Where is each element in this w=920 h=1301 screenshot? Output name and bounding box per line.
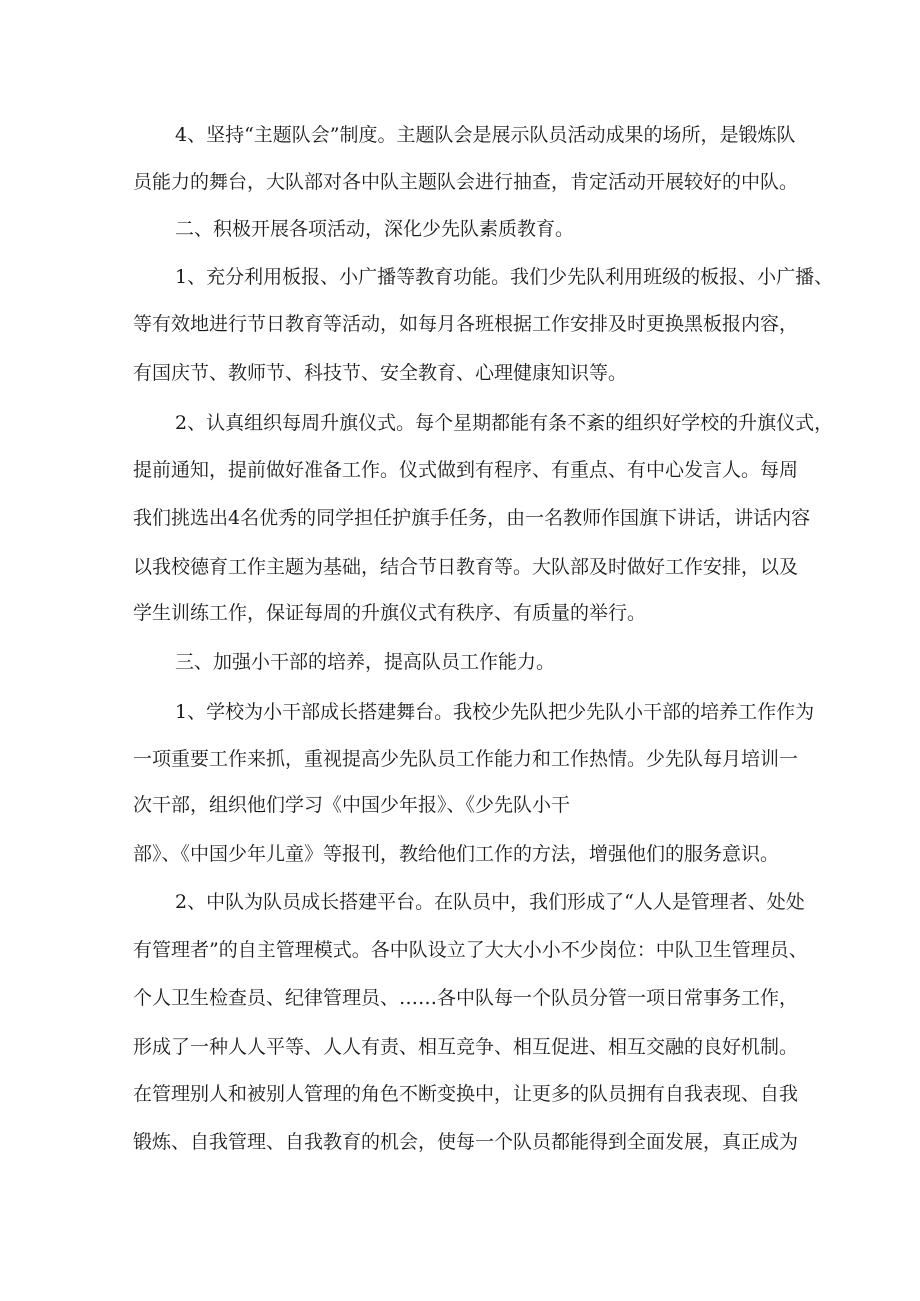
paragraph-line: 锻炼、自我管理、自我教育的机会，使每一个队员都能得到全面发展，真正成为 — [133, 1131, 799, 1153]
paragraph-line: 形成了一种人人平等、人人有责、相互竞争、相互促进、相互交融的良好机制。 — [133, 1036, 799, 1058]
paragraph-line: 以我校德育工作主题为基础，结合节日教育等。大队部及时做好工作安排，以及 — [133, 556, 799, 578]
paragraph-line: 有管理者”的自主管理模式。各中队设立了大大小小不少岗位：中队卫生管理员、 — [133, 939, 808, 961]
paragraph-line: 在管理别人和被别人管理的角色不断变换中，让更多的队员拥有自我表现、自我 — [133, 1083, 799, 1105]
paragraph-line: 1、学校为小干部成长搭建舞台。我校少先队把少先队小干部的培养工作作为 — [175, 701, 815, 723]
paragraph-line: 有国庆节、教师节、科技节、安全教育、心理健康知识等。 — [133, 362, 628, 384]
paragraph-line: 1、充分利用板报、小广播等教育功能。我们少先队利用班级的板报、小广播、 — [175, 266, 834, 288]
paragraph-line: 次干部，组织他们学习《中国少年报》、《少先队小干 — [133, 794, 571, 816]
paragraph-line: 2、认真组织每周升旗仪式。每个星期都能有条不紊的组织好学校的升旗仪式， — [175, 412, 834, 434]
paragraph-line: 一项重要工作来抓，重视提高少先队员工作能力和工作热情。少先队每月培训一 — [133, 748, 799, 770]
paragraph-line: 等有效地进行节日教育等活动，如每月各班根据工作安排及时更换黑板报内容， — [133, 313, 799, 335]
paragraph-line: 学生训练工作，保证每周的升旗仪式有秩序、有质量的举行。 — [133, 602, 647, 624]
section-heading: 二、积极开展各项活动，深化少先队素质教育。 — [175, 218, 575, 240]
paragraph-line: 部》、《中国少年儿童》等报刊，教给他们工作的方法，增强他们的服务意识。 — [133, 843, 780, 865]
paragraph-line: 4、坚持“主题队会”制度。主题队会是展示队员活动成果的场所，是锻炼队 — [175, 124, 796, 146]
paragraph-line: 我们挑选出4名优秀的同学担任护旗手任务，由一名教师作国旗下讲话，讲话内容 — [133, 507, 811, 529]
paragraph-line: 提前通知，提前做好准备工作。仪式做到有程序、有重点、有中心发言人。每周 — [133, 459, 799, 481]
paragraph-line: 员能力的舞台，大队部对各中队主题队会进行抽查，肯定活动开展较好的中队。 — [133, 171, 799, 193]
section-heading: 三、加强小干部的培养，提高队员工作能力。 — [175, 651, 556, 673]
paragraph-line: 个人卫生检查员、纪律管理员、……各中队每一个队员分管一项日常事务工作， — [133, 987, 799, 1009]
paragraph-line: 2、中队为队员成长搭建平台。在队员中，我们形成了“人人是管理者、处处 — [175, 891, 805, 913]
